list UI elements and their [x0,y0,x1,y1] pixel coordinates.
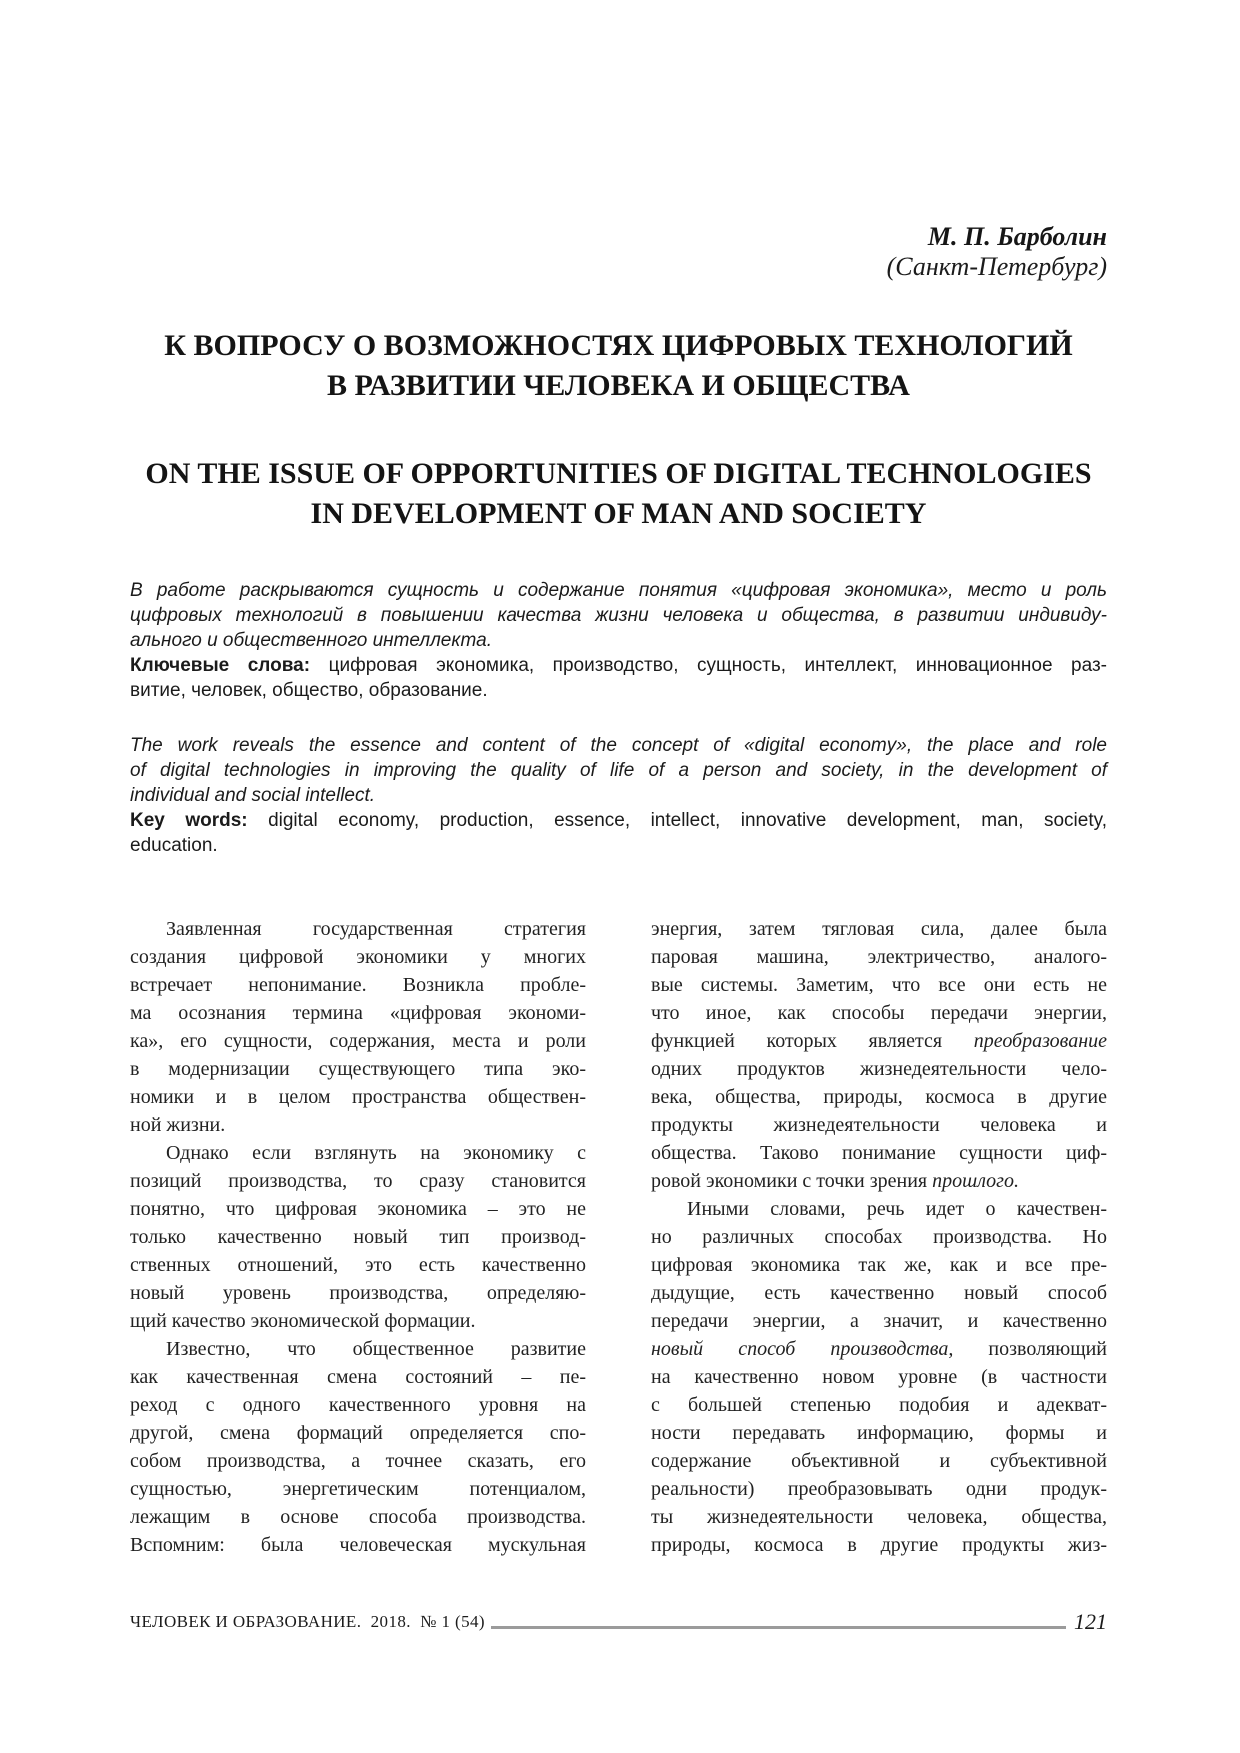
text: только качественно новый тип производ- [130,1226,586,1248]
text-line [130,1083,586,1111]
paragraph [130,578,1107,653]
text-line [130,1335,586,1363]
text: в модернизации существующего типа эко- [130,1058,586,1080]
paragraph [651,1195,1107,1559]
text: встречает непонимание. Возникла пробле- [130,974,586,996]
abstract-english [130,733,1107,858]
italic-text: прошлого. [932,1170,1019,1192]
article-title-russian [130,326,1107,406]
text-line [651,1251,1107,1279]
journal-citation: ЧЕЛОВЕК И ОБРАЗОВАНИЕ. 2018. № 1 (54) [130,1612,485,1631]
text-line [651,1335,1107,1363]
text-line [130,915,586,943]
text: В работе раскрываются сущность и содержание понятия «цифровая экономика», место и роль [130,580,1107,601]
text-line [651,1531,1107,1559]
text: ной жизни. [130,1114,226,1136]
text-line [651,1139,1107,1167]
text-line [651,1307,1107,1335]
text: но различных способах производства. Но [651,1226,1107,1248]
text: функцией которых является [651,1030,974,1052]
text-line [130,1251,586,1279]
text: The work reveals the essence and content of the concept of «digital economy», the place and role [130,735,1107,756]
text: реальности) преобразовывать одни продук- [651,1478,1107,1500]
text: ма осознания термина «цифровая экономи- [130,1002,586,1024]
text-line [130,578,1107,603]
text: digital economy, production, essence, intellect, innovative development, man, society, [247,810,1107,831]
title-ru-line2: В РАЗВИТИИ ЧЕЛОВЕКА И ОБЩЕСТВА [327,369,910,402]
article-title-english [130,454,1107,534]
text-line [130,1475,586,1503]
text-line [130,758,1107,783]
text: одних продуктов жизнедеятельности чело- [651,1058,1107,1080]
text: ственных отношений, это есть качественно [130,1254,586,1276]
paragraph [130,1139,586,1335]
text: Вспомним: была человеческая мускульная [130,1534,586,1556]
text-line [130,1055,586,1083]
text-line [130,733,1107,758]
title-en-line2: IN DEVELOPMENT OF MAN AND SOCIETY [310,497,927,530]
body-column-right [651,915,1107,1559]
title-en-line1: ON THE ISSUE OF OPPORTUNITIES OF DIGITAL TECHNOLOGIES [145,457,1092,490]
text: на качественно новом уровне (в частности [651,1366,1107,1388]
text-line [130,1419,586,1447]
body-column-left [130,915,586,1559]
text-line [651,1419,1107,1447]
text-line [130,1279,586,1307]
text: сущностью, энергетическим потенциалом, [130,1478,586,1500]
text: ровой экономики с точки зрения [651,1170,933,1192]
text-line [651,1223,1107,1251]
text: природы, космоса в другие продукты жиз- [651,1534,1107,1556]
text: ности передавать информацию, формы и [651,1422,1107,1444]
text: позволяющий [953,1338,1107,1360]
author-name: М. П. Барболин [927,222,1107,251]
text: позиций производства, то сразу становится [130,1170,586,1192]
bold-label: Ключевые слова: [130,655,311,676]
footer-rule [491,1626,1066,1629]
text: витие, человек, общество, образование. [130,680,488,701]
text-line [130,603,1107,628]
text-line [651,1195,1107,1223]
text: цифровая экономика так же, как и все пре- [651,1254,1107,1276]
author-block [130,222,1107,282]
text-line [130,1195,586,1223]
text-line [651,971,1107,999]
text-line [130,628,1107,653]
text-line [651,1447,1107,1475]
text: другой, смена формаций определяется спо- [130,1422,586,1444]
text-line [651,943,1107,971]
text: Иными словами, речь идет о качествен- [687,1198,1107,1220]
text: продукты жизнедеятельности человека и [651,1114,1107,1136]
text-line [130,1447,586,1475]
bold-label: Key words: [130,810,248,831]
page-footer [130,1611,1107,1633]
text: собом производства, а точнее сказать, его [130,1450,586,1472]
text-line [651,1083,1107,1111]
text: содержание объективной и субъективной [651,1450,1107,1472]
text-line [651,999,1107,1027]
text-line [130,808,1107,833]
paragraph [130,733,1107,808]
text-line [130,1531,586,1559]
text: Известно, что общественное развитие [166,1338,586,1360]
text: века, общества, природы, космоса в другие [651,1086,1107,1108]
paragraph [130,653,1107,703]
page-number: 121 [1074,1609,1107,1634]
text-line [130,1223,586,1251]
text: номики и в целом пространства обществен- [130,1086,586,1108]
text-line [651,1363,1107,1391]
abstract-russian [130,578,1107,703]
text: реход с одного качественного уровня на [130,1394,586,1416]
text-line [130,1503,586,1531]
text: с большей степенью подобия и адекват- [651,1394,1107,1416]
text-line [130,1167,586,1195]
italic-text: новый способ производства, [651,1338,954,1360]
text: ка», его сущности, содержания, места и роли [130,1030,586,1052]
text: дыдущие, есть качественно новый способ [651,1282,1107,1304]
author-location: (Санкт-Петербург) [886,252,1107,281]
text: паровая машина, электричество, аналого- [651,946,1107,968]
text-line [651,1279,1107,1307]
text-line [130,1307,586,1335]
text: Заявленная государственная стратегия [166,918,586,940]
text: понятно, что цифровая экономика – это не [130,1198,586,1220]
body-columns [130,915,1107,1559]
text: education. [130,835,218,856]
text-line [130,1111,586,1139]
text-line [130,678,1107,703]
text: ты жизнедеятельности человека, общества, [651,1506,1107,1528]
text: individual and social intellect. [130,785,376,806]
text-line [130,1391,586,1419]
text: как качественная смена состояний – пе- [130,1366,586,1388]
text: ального и общественного интеллекта. [130,630,493,651]
text: щий качество экономической формации. [130,1310,476,1332]
text-line [130,833,1107,858]
text: of digital technologies in improving the quality of life of a person and society, in the development of [130,760,1107,781]
text-line [651,1111,1107,1139]
text-line [130,943,586,971]
text: создания цифровой экономики у многих [130,946,586,968]
text-line [651,1503,1107,1531]
text-line [651,1391,1107,1419]
text: цифровых технологий в повышении качества жизни человека и общества, в развитии индивиду- [130,605,1107,626]
text: вые системы. Заметим, что все они есть не [651,974,1107,996]
text-line [651,1475,1107,1503]
text-line [130,999,586,1027]
text-line [130,783,1107,808]
paragraph [130,915,586,1139]
text-line [130,1139,586,1167]
text-line [651,1055,1107,1083]
text: что иное, как способы передачи энергии, [651,1002,1107,1024]
text: Однако если взглянуть на экономику с [166,1142,586,1164]
italic-text: преобразование [973,1030,1107,1052]
text: передачи энергии, а значит, и качественно [651,1310,1107,1332]
text: новый уровень производства, определяю- [130,1282,586,1304]
text-line [651,1167,1107,1195]
text-line [130,1027,586,1055]
title-ru-line1: К ВОПРОСУ О ВОЗМОЖНОСТЯХ ЦИФРОВЫХ ТЕХНОЛОГИЙ [164,329,1073,362]
text: общества. Таково понимание сущности циф- [651,1142,1107,1164]
text-line [130,1363,586,1391]
paragraph [130,1335,586,1559]
paragraph [651,915,1107,1195]
text: энергия, затем тягловая сила, далее была [651,918,1107,940]
text: лежащим в основе способа производства. [130,1506,586,1528]
text: цифровая экономика, производство, сущность, интеллект, инновационное раз- [310,655,1107,676]
text-line [130,653,1107,678]
text-line [130,971,586,999]
paragraph [130,808,1107,858]
text-line [651,1027,1107,1055]
text-line [651,915,1107,943]
